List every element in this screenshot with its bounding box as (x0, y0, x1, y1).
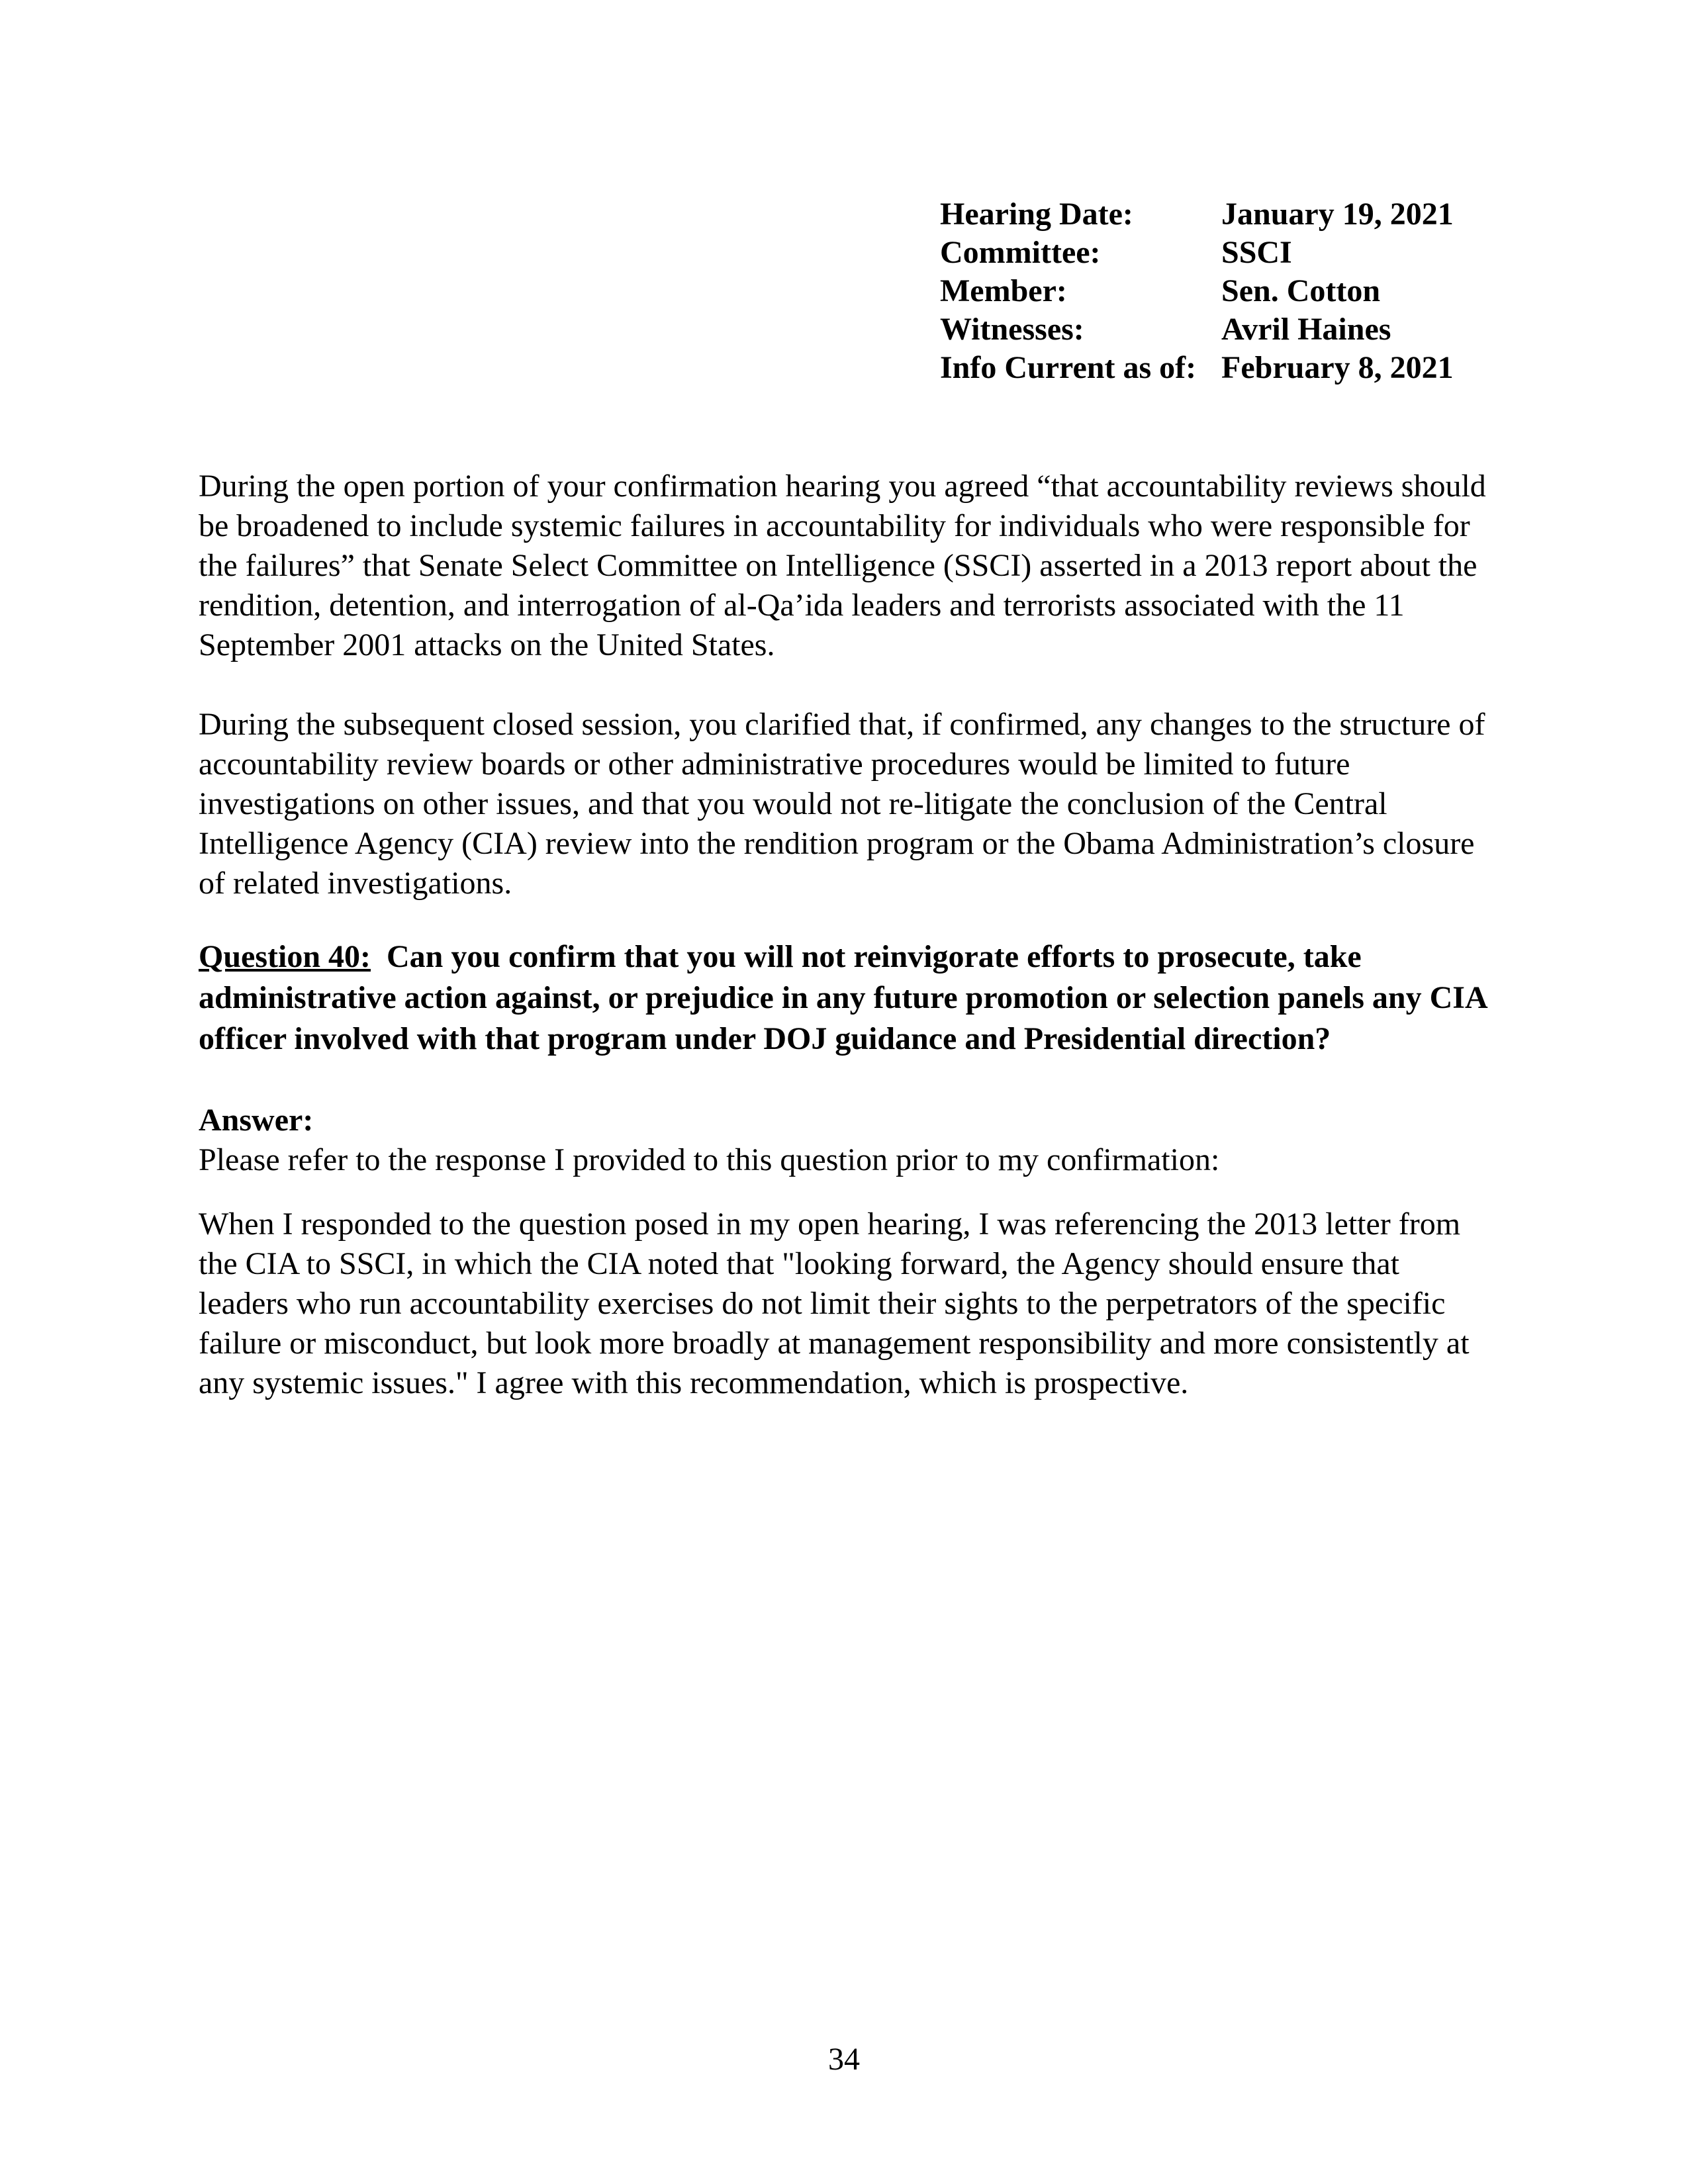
member-label: Member: (940, 273, 1067, 308)
question-label: Question 40: (199, 939, 371, 974)
hearing-date-row (940, 195, 1454, 234)
witnesses-label: Witnesses: (940, 312, 1084, 347)
context-paragraph-2: During the subsequent closed session, you clarified that, if confirmed, any changes to the structure of accountability review boards or other administrative procedures would be limited to future investigations on other issues, and that you would not re-litigate the conclusion of the Central Intelligence Agency (CIA) review into the rendition program or the Obama Administration’s closure of related investigations. (199, 707, 1485, 901)
info-current-row (940, 349, 1454, 387)
witnesses-value: Avril Haines (1221, 312, 1391, 347)
question-block (199, 936, 1489, 1060)
info-current-value: February 8, 2021 (1221, 350, 1454, 385)
page-number: 34 (828, 2042, 860, 2077)
info-current-label: Info Current as of: (940, 350, 1197, 385)
hearing-date-label: Hearing Date: (940, 197, 1133, 232)
answer-intro: Please refer to the response I provided to this question prior to my confirmation: (199, 1142, 1220, 1177)
hearing-date-value: January 19, 2021 (1221, 197, 1454, 232)
member-value: Sen. Cotton (1221, 273, 1381, 308)
hearing-info-table (940, 195, 1454, 387)
committee-label: Committee: (940, 235, 1101, 270)
answer-body: When I responded to the question posed in my open hearing, I was referencing the 2013 letter from the CIA to SSCI, in which the CIA noted that "looking forward, the Agency should ensure that leaders who run accountability exercises do not limit their sights to the perpetrators of the specific failure or misconduct, but look more broadly at management responsibility and more consistently at any systemic issues." I agree with this recommendation, which is prospective. (199, 1206, 1470, 1400)
context-paragraph-1: During the open portion of your confirmation hearing you agreed “that accountability reviews should be broadened to include systemic failures in accountability for individuals who were responsible for the failures” that Senate Select Committee on Intelligence (SSCI) asserted in a 2013 report about the rendition, detention, and interrogation of al-Qa’ida leaders and terrorists associated with the 11 September 2001 attacks on the United States. (199, 469, 1486, 662)
member-row (940, 272, 1454, 310)
committee-row (940, 234, 1454, 272)
question-text: Can you confirm that you will not reinvigorate efforts to prosecute, take administrative action against, or prejudice in any future promotion or selection panels any CIA officer involved with that program under DOJ guidance and Presidential direction? (199, 939, 1486, 1056)
answer-label: Answer: (199, 1103, 314, 1138)
witnesses-row (940, 310, 1454, 349)
committee-value: SSCI (1221, 235, 1292, 270)
